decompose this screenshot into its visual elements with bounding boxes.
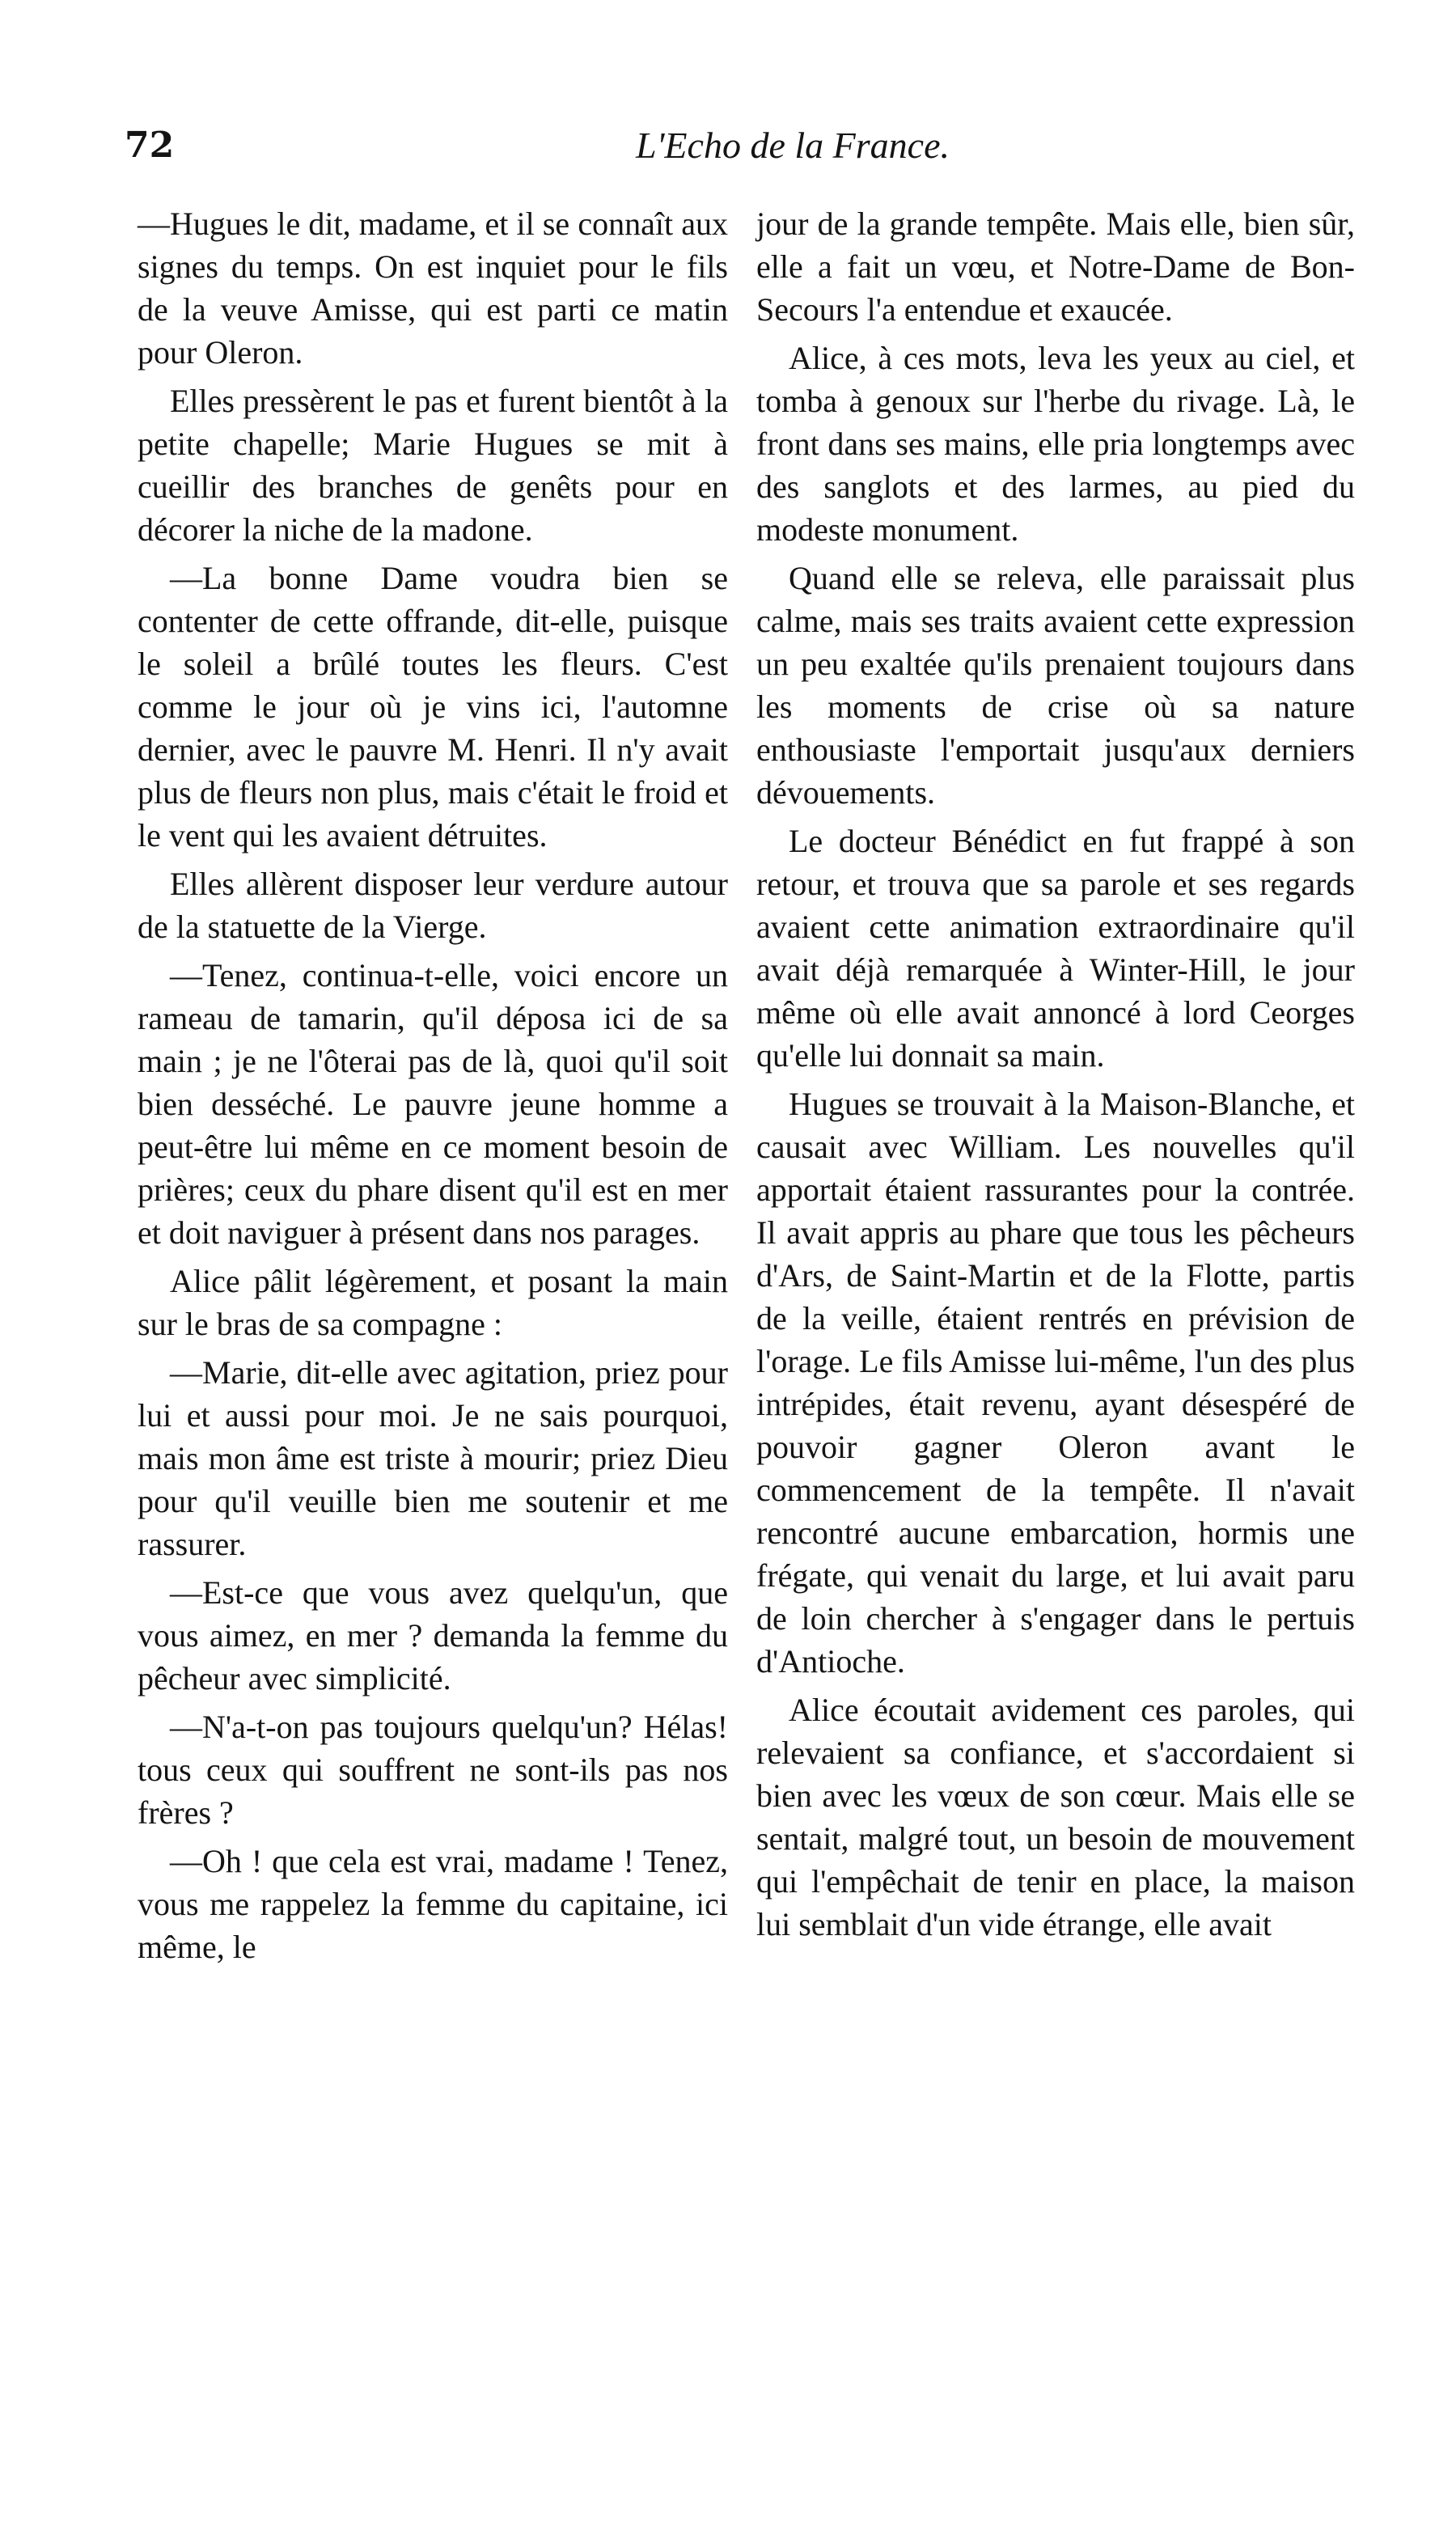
- paragraph: Alice écoutait avidement ces paroles, qui relevaient sa confiance, et s'accordaient si bien avec les vœux de son cœur. Mais elle se sentait, malgré tout, un besoin de mouvement qui l'empêchait de tenir en place, la maison lui semblait d'un vide étrange, elle avait: [756, 1692, 1355, 1942]
- paragraph: Le docteur Bénédict en fut frappé à son retour, et trouva que sa parole et ses regards avaient cette animation extraordinaire qu'il avait déjà remarquée à Winter-Hill, le jour même où elle avait annoncé à lord Ceorges qu'elle lui donnait sa main.: [756, 823, 1355, 1074]
- paragraph: Quand elle se releva, elle paraissait plus calme, mais ses traits avaient cette expression un peu exaltée qu'ils prenaient toujours dans les moments de crise où sa nature enthousiaste l'emportait jusqu'aux derniers dévouements.: [756, 560, 1355, 811]
- left-column: [138, 202, 728, 1974]
- paragraph: Alice, à ces mots, leva les yeux au ciel, et tomba à genoux sur l'herbe du rivage. Là, le front dans ses mains, elle pria longtemps avec des sanglots et des larmes, au pied du modeste monument.: [756, 340, 1355, 548]
- paragraph: Elles allèrent disposer leur verdure autour de la statuette de la Vierge.: [138, 866, 728, 945]
- running-title: L'Echo de la France.: [636, 125, 950, 166]
- page-number: 72: [125, 125, 175, 166]
- paragraph: Hugues se trouvait à la Maison-Blanche, et causait avec William. Les nouvelles qu'il apportait étaient rassurantes pour la contrée. Il avait appris au phare que tous les pêcheurs d'Ars, de Saint-Martin et de la Flotte, partis de la veille, étaient rentrés en prévision de l'orage. Le fils Amisse lui-même, l'un des plus intrépides, était revenu, ayant désespéré de pouvoir gagner Oleron avant le commencement de la tempête. Il n'avait rencontré aucune embarcation, hormis une frégate, qui venait du large, et lui avait paru de loin chercher à s'engager dans le pertuis d'Antioche.: [756, 1086, 1355, 1679]
- paragraph: —N'a-t-on pas toujours quelqu'un? Hélas! tous ceux qui souffrent ne sont-ils pas nos frères ?: [138, 1709, 728, 1831]
- paragraph: —Est-ce que vous avez quelqu'un, que vous aimez, en mer ? demanda la femme du pêcheur avec simplicité.: [138, 1574, 728, 1696]
- paragraph: Alice pâlit légèrement, et posant la main sur le bras de sa compagne :: [138, 1263, 728, 1342]
- paragraph: —Tenez, continua-t-elle, voici encore un rameau de tamarin, qu'il déposa ici de sa main ; je ne l'ôterai pas de là, quoi qu'il soit bien desséché. Le pauvre jeune homme a peut-être lui même en ce moment besoin de prières; ceux du phare disent qu'il est en mer et doit naviguer à présent dans nos parages.: [138, 957, 728, 1251]
- paragraph: Elles pressèrent le pas et furent bientôt à la petite chapelle; Marie Hugues se mit à cueillir des branches de genêts pour en décorer la niche de la madone.: [138, 383, 728, 548]
- right-column: [756, 202, 1355, 1951]
- paragraph: —Marie, dit-elle avec agitation, priez pour lui et aussi pour moi. Je ne sais pourquoi, mais mon âme est triste à mourir; priez Dieu pour qu'il veuille bien me soutenir et me rassurer.: [138, 1354, 728, 1562]
- paragraph: —Hugues le dit, madame, et il se connaît aux signes du temps. On est inquiet pour le fils de la veuve Amisse, qui est parti ce matin pour Oleron.: [138, 205, 728, 371]
- paragraph: —La bonne Dame voudra bien se contenter de cette offrande, dit-elle, puisque le soleil a brûlé toutes les fleurs. C'est comme le jour où je vins ici, l'automne dernier, avec le pauvre M. Henri. Il n'y avait plus de fleurs non plus, mais c'était le froid et le vent qui les avaient détruites.: [138, 560, 728, 854]
- paragraph: jour de la grande tempête. Mais elle, bien sûr, elle a fait un vœu, et Notre-Dame de Bon-Secours l'a entendue et exaucée.: [756, 205, 1355, 328]
- paragraph: —Oh ! que cela est vrai, madame ! Tenez, vous me rappelez la femme du capitaine, ici même, le: [138, 1843, 728, 1965]
- page-header: [121, 121, 1367, 178]
